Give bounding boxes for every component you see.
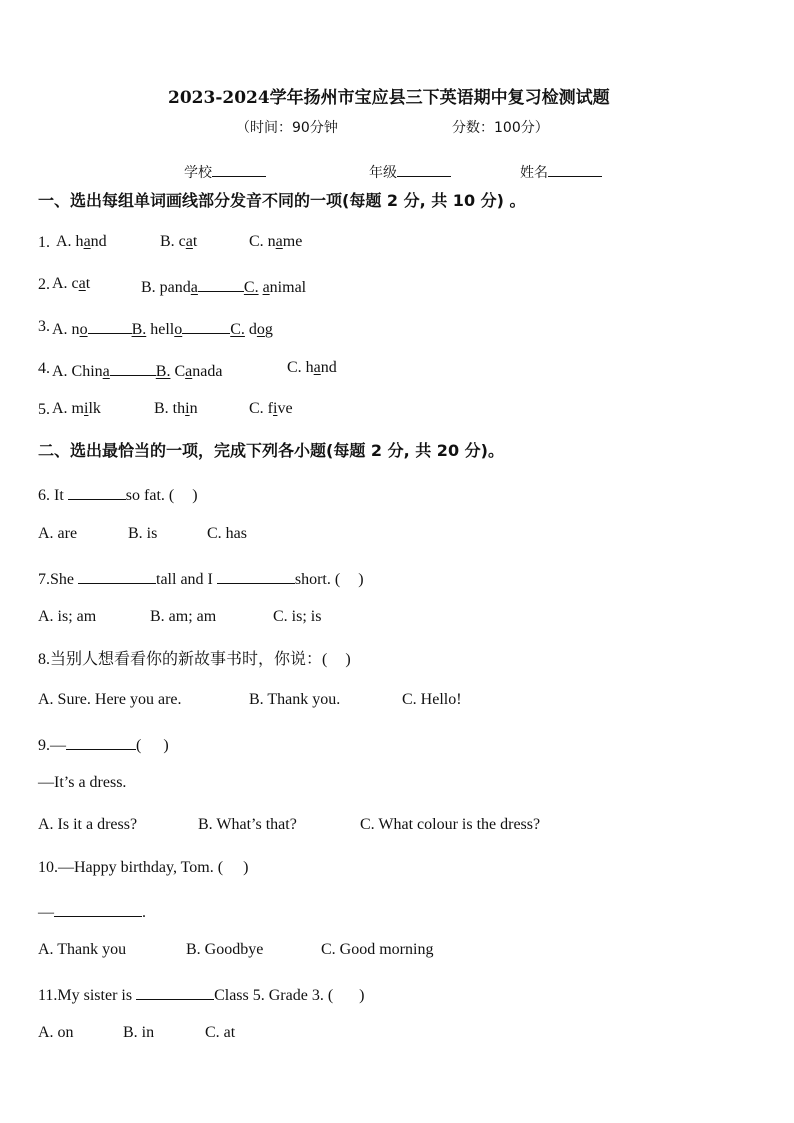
q9-option-a: A. Is it a dress? xyxy=(38,816,138,833)
q8-option-b: B. Thank you. xyxy=(249,691,341,708)
q10-option-a: A. Thank you xyxy=(38,941,127,958)
q11-option-c: C. at xyxy=(205,1024,236,1041)
q10-blank xyxy=(54,900,142,917)
q2-number: 2. xyxy=(38,276,50,293)
grade-field xyxy=(369,160,451,183)
q5-option-a: A. milk xyxy=(52,400,101,417)
name-field xyxy=(520,160,602,183)
q1-number: 1. xyxy=(38,234,50,251)
question-6: 6. It so fat. ( ) xyxy=(38,483,198,506)
q6-blank xyxy=(68,483,126,500)
q9-option-c: C. What colour is the dress? xyxy=(360,816,541,833)
question-4 xyxy=(38,359,50,379)
name-label: 姓名 xyxy=(520,165,548,181)
q10-option-c: C. Good morning xyxy=(321,941,434,958)
school-label: 学校 xyxy=(184,165,212,181)
q7-option-a: A. is; am xyxy=(38,608,97,625)
q7-option-c: C. is; is xyxy=(273,608,322,625)
q3-options: A. no B. hello C. dog xyxy=(52,317,273,339)
question-10: 10.—Happy birthday, Tom. ( ) xyxy=(38,859,249,876)
grade-blank xyxy=(397,160,451,177)
grade-label: 年级 xyxy=(369,165,397,181)
score-info: 分数：100分） xyxy=(452,120,549,136)
school-field xyxy=(184,160,266,183)
question-9: 9.— ( ) xyxy=(38,733,169,756)
q7-option-b: B. am; am xyxy=(150,608,217,625)
q4-number: 4. xyxy=(38,360,50,377)
q2-option-b: B. panda C. animal xyxy=(141,275,306,297)
q6-option-b: B. is xyxy=(128,525,158,542)
q10-option-b: B. Goodbye xyxy=(186,941,264,958)
section1-heading: 一、选出每组单词画线部分发音不同的一项(每题 2 分, 共 10 分) 。 xyxy=(38,191,526,210)
q7-blank-1 xyxy=(78,567,156,584)
question-2 xyxy=(38,275,50,295)
question-5 xyxy=(38,400,50,420)
q10-response: — . xyxy=(38,900,146,923)
q2-option-a: A. cat xyxy=(52,275,91,292)
q5-number: 5. xyxy=(38,401,50,418)
q5-option-c: C. five xyxy=(249,400,293,417)
q6-option-c: C. has xyxy=(207,525,247,542)
q11-blank xyxy=(136,983,214,1000)
question-7: 7.She tall and I short. ( ) xyxy=(38,567,364,590)
time-info: （时间：90分钟 xyxy=(236,120,338,136)
q9-answer: —It’s a dress. xyxy=(38,774,127,791)
question-1 xyxy=(38,233,50,253)
question-8: 8.当别人想看看你的新故事书时，你说：( ) xyxy=(38,651,351,668)
name-blank xyxy=(548,160,602,177)
q8-option-a: A. Sure. Here you are. xyxy=(38,691,182,708)
section2-heading: 二、选出最恰当的一项，完成下列各小题(每题 2 分, 共 20 分)。 xyxy=(38,441,504,460)
q11-option-b: B. in xyxy=(123,1024,155,1041)
question-11: 11.My sister is Class 5. Grade 3. ( ) xyxy=(38,983,365,1006)
q11-option-a: A. on xyxy=(38,1024,74,1041)
school-blank xyxy=(212,160,266,177)
q1-option-b: B. cat xyxy=(160,233,198,250)
q5-option-b: B. thin xyxy=(154,400,198,417)
question-3 xyxy=(38,317,50,337)
q8-option-c: C. Hello! xyxy=(402,691,462,708)
q4-option-c: C. hand xyxy=(287,359,337,376)
q6-option-a: A. are xyxy=(38,525,78,542)
q4-options-ab: A. China B. Canada xyxy=(52,359,222,381)
q9-blank xyxy=(66,733,136,750)
q9-option-b: B. What’s that? xyxy=(198,816,297,833)
q1-option-a: A. hand xyxy=(56,233,107,250)
q3-number: 3. xyxy=(38,318,50,335)
page-title: 2023-2024学年扬州市宝应县三下英语期中复习检测试题 xyxy=(168,88,610,108)
q1-option-c: C. name xyxy=(249,233,303,250)
q7-blank-2 xyxy=(217,567,295,584)
